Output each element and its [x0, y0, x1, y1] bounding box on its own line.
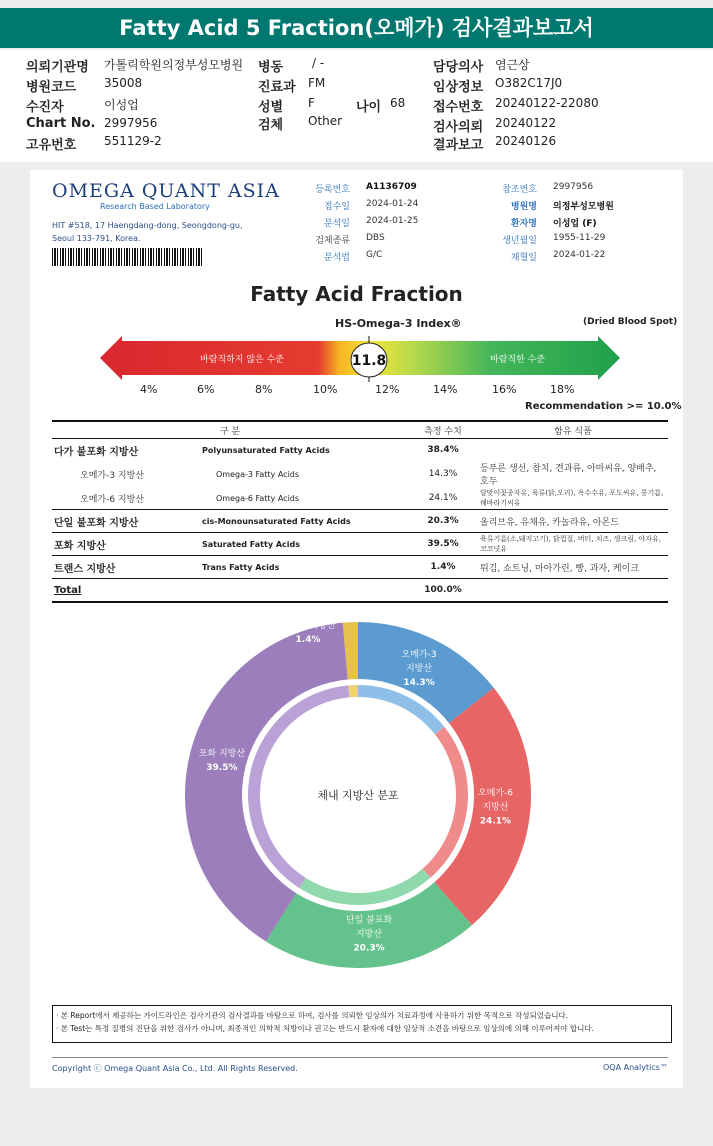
info-label: 임상정보: [433, 80, 484, 95]
row-value: 39.5%: [408, 533, 478, 556]
donut-inner-ring-segment: [348, 685, 358, 697]
total-label: Total: [52, 579, 200, 603]
row-name-ko: 트랜스 지방산: [52, 556, 200, 579]
row-name-ko: 다가 불포화 지방산: [54, 446, 139, 458]
recommendation: Recommendation >= 10.0%: [525, 401, 682, 412]
row-name-ko: 오메가-3 지방산: [80, 470, 144, 481]
meta-label: 검체종류: [315, 236, 350, 246]
info-value: 이성업: [104, 98, 139, 112]
fatty-acid-table: [52, 420, 668, 603]
row-name-en: Saturated Fatty Acids: [200, 533, 408, 556]
info-value: 20240126: [495, 134, 557, 148]
meta-value: 2997956: [553, 182, 594, 192]
table-header-row: [52, 421, 668, 439]
scale-tick: 14%: [433, 383, 458, 396]
donut-label: [478, 787, 513, 827]
row-foods: 육류기름(소,돼지고기), 닭껍질, 버터, 치즈, 생크림, 야자유, 코코넛유: [478, 533, 668, 556]
col-foods: 함유 식품: [478, 421, 668, 439]
info-value: 551129-2: [104, 134, 162, 148]
meta-label: 접수일: [323, 202, 350, 212]
donut-label-name: 포화 지방산: [198, 749, 246, 760]
donut-label-value: 39.5%: [206, 763, 238, 774]
donut-label-value: 14.3%: [403, 678, 435, 689]
row-value: 38.4%: [427, 445, 459, 455]
index-value: 11.8: [351, 353, 387, 369]
table-row: [52, 556, 668, 579]
good-level-label: 바람직한 수준: [490, 355, 546, 365]
info-label: 진료과: [258, 80, 296, 95]
meta-label: 생년월일: [502, 236, 537, 246]
meta-label: 분석일: [323, 219, 350, 229]
row-name-ko: 포화 지방산: [52, 533, 200, 556]
row-name-ko: 단일 불포화 지방산: [52, 510, 200, 533]
row-name-en: Polyunsaturated Fatty Acids: [202, 445, 330, 455]
report-title: Fatty Acid 5 Fraction(오메가) 검사결과보고서: [0, 8, 713, 48]
info-label: 담당의사: [433, 60, 484, 75]
meta-value: A1136709: [366, 182, 417, 192]
meta-value: 2024-01-22: [553, 250, 606, 260]
table-row: [52, 439, 668, 462]
info-value: Other: [308, 114, 343, 128]
scale-tick: 12%: [375, 383, 400, 396]
row-value: 20.3%: [408, 510, 478, 533]
oqa-analytics-mark: OQA Analytics™: [603, 1063, 668, 1072]
disclaimer-box: [52, 1005, 672, 1043]
info-label: 성별: [258, 100, 284, 115]
footer-divider: [52, 1057, 668, 1058]
total-value: 100.0%: [408, 579, 478, 603]
info-value: 가톨릭학원의정부성모병원: [104, 58, 244, 72]
meta-value: 이성업 (F): [553, 219, 597, 229]
scale-tick: 6%: [197, 383, 215, 396]
donut-label-name: 오메가-6 지방산: [477, 788, 513, 813]
info-label: 접수번호: [433, 100, 484, 115]
meta-label: 채혈일: [510, 253, 537, 263]
lab-address: HIT #518, 17 Haengdang-dong, Seongdong-gu, Seoul 133-791, Korea.: [52, 221, 243, 243]
info-label: 검사의뢰: [433, 120, 484, 135]
info-label: 의뢰기관명: [26, 60, 89, 75]
row-foods: 올리브유, 유채유, 카놀라유, 아몬드: [478, 510, 668, 533]
scale-tick: 10%: [313, 383, 338, 396]
donut-label: [401, 648, 436, 688]
table-row: [52, 510, 668, 533]
info-label: 병동: [258, 60, 284, 75]
info-value: O382C17J0: [495, 76, 563, 90]
info-value: / -: [312, 56, 325, 70]
lab-logo: OMEGA QUANT ASIA: [52, 180, 280, 202]
info-value: F: [308, 96, 315, 110]
row-foods: 등푸른 생선, 참치, 견과류, 아마씨유, 양배추, 호두: [480, 464, 657, 487]
row-value: 24.1%: [428, 493, 458, 503]
report-document: [30, 170, 683, 1088]
row-name-en: Trans Fatty Acids: [200, 556, 408, 579]
meta-value: 1955-11-29: [553, 233, 606, 243]
info-label: 검체: [258, 118, 284, 133]
donut-label-value: 24.1%: [479, 816, 512, 827]
donut-center-label: 체내 지방산 분포: [317, 789, 399, 802]
patient-info-panel: [0, 50, 713, 162]
row-value: 1.4%: [408, 556, 478, 579]
donut-label-name: 트랜스 지방산: [280, 622, 336, 631]
info-value: 2997956: [104, 116, 158, 130]
meta-label: 참조번호: [502, 185, 537, 195]
info-value: 35008: [104, 76, 143, 90]
row-foods: [478, 439, 668, 462]
info-label: 나이: [356, 100, 382, 115]
donut-label-name: 단일 불포화 지방산: [345, 915, 393, 940]
info-value: 20240122: [495, 116, 557, 130]
info-label: 고유번호: [26, 138, 77, 153]
meta-value: DBS: [366, 233, 385, 243]
meta-label: 병원명: [510, 202, 537, 212]
info-label: 병원코드: [26, 80, 77, 95]
disclaimer-line: · 본 Report에서 제공하는 가이드라인은 검사기관의 검사결과를 바탕으로 하여, 검사를 의뢰한 임상의가 치료과정에 사용하기 위한 목적으로 작성되었습니다.: [56, 1011, 569, 1020]
scale-tick: 4%: [140, 383, 158, 396]
row-name-ko: 오메가-6 지방산: [80, 494, 144, 505]
col-category: 구 분: [52, 421, 408, 439]
row-name-en: Omega-6 Fatty Acids: [216, 493, 300, 503]
info-value: 20240122-22080: [495, 96, 599, 110]
bad-level-label: 바람직하지 않은 수준: [200, 355, 284, 365]
info-value: 염근상: [495, 58, 530, 72]
scale-tick: 16%: [492, 383, 517, 396]
meta-label: 환자명: [510, 219, 537, 229]
lab-subtitle: Research Based Laboratory: [100, 202, 210, 211]
row-value: 14.3%: [428, 469, 458, 479]
fatty-acid-donut-chart: [185, 622, 531, 968]
meta-value: G/C: [366, 250, 383, 260]
table-total-row: [52, 579, 668, 603]
meta-label: 분석법: [323, 253, 350, 263]
row-foods: 달맞이꽃종자유, 육류(닭,오리), 옥수수유, 포도씨유, 콩기름, 해바라기씨유: [480, 489, 664, 507]
table-row: [52, 461, 668, 487]
info-label: 수진자: [26, 100, 64, 115]
scale-tick: 8%: [255, 383, 273, 396]
row-name-en: Omega-3 Fatty Acids: [216, 469, 300, 479]
info-value: FM: [308, 76, 326, 90]
omega-index-gauge: [100, 336, 620, 384]
disclaimer-line: · 본 Test는 특정 질병의 진단을 위한 검사가 아니며, 최종적인 의학적 처방이나 권고는 반드시 환자에 대한 임상적 소견을 바탕으로 임상의에 의해 이루어져야 합니다.: [56, 1024, 595, 1033]
donut-label-value: 1.4%: [295, 635, 321, 645]
table-row: [52, 533, 668, 556]
barcode: [52, 248, 202, 266]
copyright: Copyright ⓒ Omega Quant Asia Co., Ltd. All Rights Reserved.: [52, 1064, 298, 1073]
sample-type: (Dried Blood Spot): [583, 317, 678, 327]
row-name-en: cis-Monounsaturated Fatty Acids: [200, 510, 408, 533]
meta-value: 2024-01-25: [366, 216, 419, 226]
table-row: [52, 487, 668, 510]
info-value: 68: [390, 96, 406, 110]
section-title: Fatty Acid Fraction: [250, 282, 463, 306]
donut-label-value: 20.3%: [353, 943, 385, 954]
meta-value: 2024-01-24: [366, 199, 419, 209]
meta-value: 의정부성모병원: [553, 202, 614, 212]
info-label: Chart No.: [26, 116, 96, 131]
scale-tick: 18%: [550, 383, 575, 396]
index-title: HS-Omega-3 Index®: [335, 317, 462, 330]
donut-label-name: 오메가-3 지방산: [401, 650, 437, 675]
meta-label: 등록번호: [315, 185, 350, 195]
col-value: 측정 수치: [408, 421, 478, 439]
row-foods: 튀김, 쇼트닝, 마아가린, 빵, 과자, 케이크: [478, 556, 668, 579]
info-label: 결과보고: [433, 138, 484, 153]
